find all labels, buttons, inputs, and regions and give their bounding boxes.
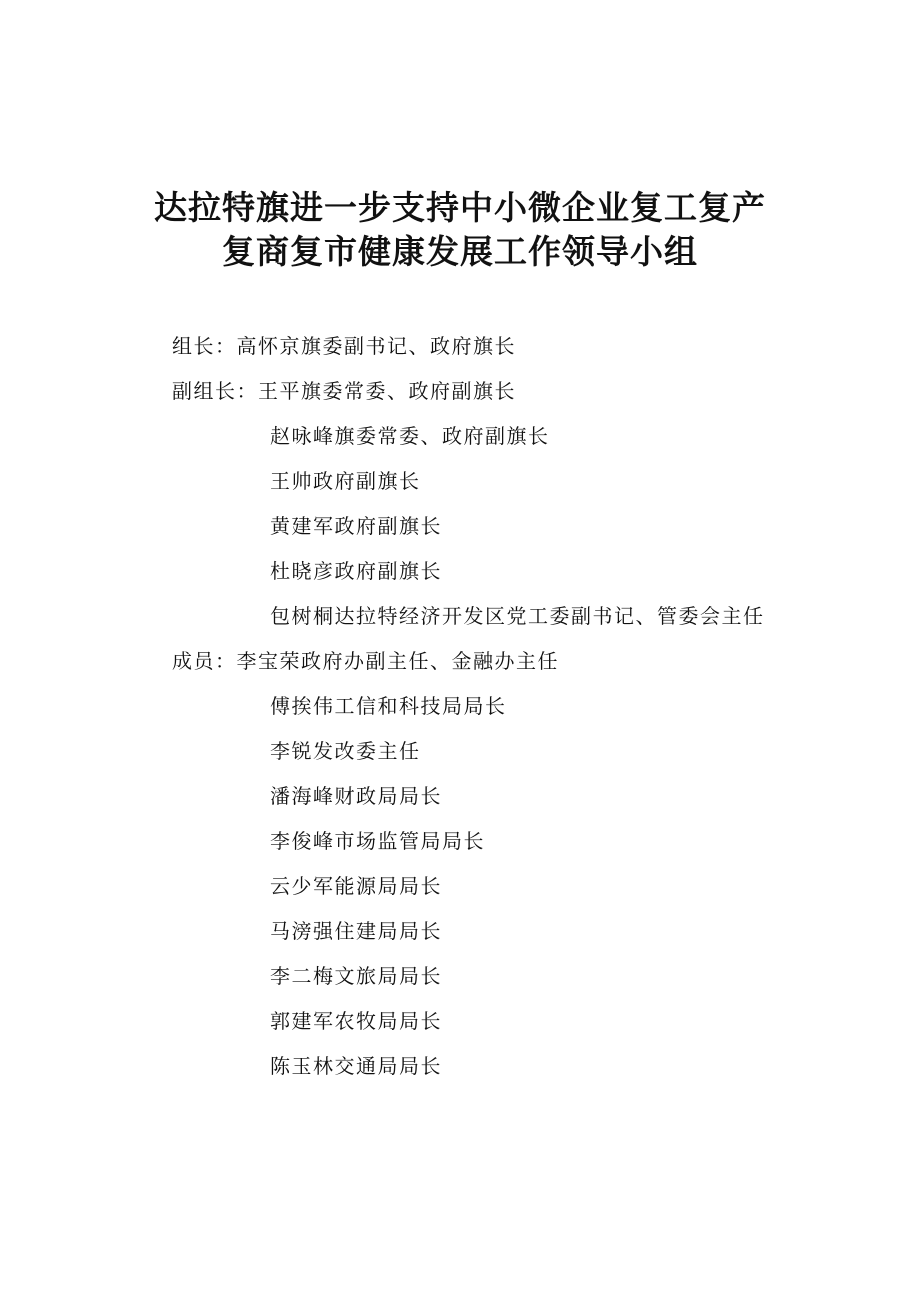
member-row: 李锐发改委主任	[270, 739, 421, 763]
deputy-entry: 王平旗委常委、政府副旗长	[258, 379, 516, 403]
member-row: 潘海峰财政局局长	[270, 784, 442, 808]
document-title-line-1: 达拉特旗进一步支持中小微企业复工复产	[154, 188, 766, 227]
deputies-label: 副组长：	[172, 379, 258, 403]
member-row: 傅挨伟工信和科技局局长	[270, 694, 507, 718]
deputy-row	[172, 378, 516, 404]
leader-entry: 高怀京旗委副书记、政府旗长	[236, 334, 516, 358]
member-row: 李俊峰市场监管局局长	[270, 829, 485, 853]
leader-label: 组长：	[172, 334, 237, 358]
deputy-row: 黄建军政府副旗长	[270, 514, 442, 538]
member-entry: 李宝荣政府办副主任、金融办主任	[236, 649, 559, 673]
deputy-row: 王帅政府副旗长	[270, 469, 421, 493]
members-label: 成员：	[172, 649, 237, 673]
leader-row	[172, 333, 516, 359]
member-row: 云少军能源局局长	[270, 874, 442, 898]
deputy-row: 赵咏峰旗委常委、政府副旗长	[270, 424, 550, 448]
member-row: 郭建军农牧局局长	[270, 1009, 442, 1033]
member-row: 李二梅文旅局局长	[270, 964, 442, 988]
member-row: 陈玉林交通局局长	[270, 1054, 442, 1078]
document-title-line-2: 复商复市健康发展工作领导小组	[222, 232, 698, 271]
deputy-row: 杜晓彦政府副旗长	[270, 559, 442, 583]
member-row: 马滂强住建局局长	[270, 919, 442, 943]
member-row	[172, 648, 559, 674]
deputy-row: 包树桐达拉特经济开发区党工委副书记、管委会主任	[270, 604, 765, 628]
